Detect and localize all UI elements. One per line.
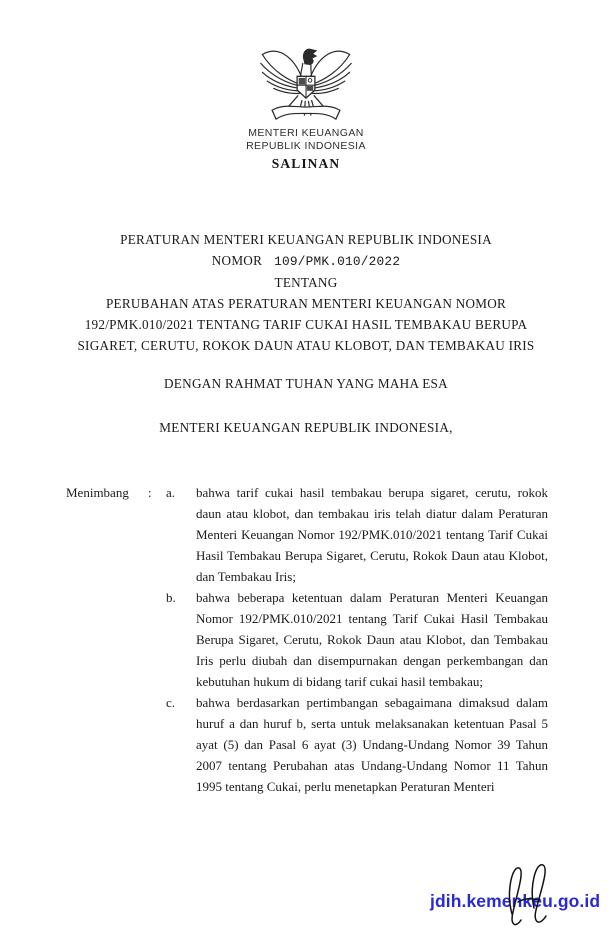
jdih-watermark-link[interactable]: jdih.kemenkeu.go.id xyxy=(430,891,601,911)
title-block xyxy=(0,229,612,356)
garuda-pancasila-emblem xyxy=(257,44,355,128)
considering-item xyxy=(66,482,548,587)
considering-item xyxy=(66,692,548,797)
regulation-number-line xyxy=(0,250,612,272)
item-marker: b. xyxy=(166,590,176,605)
tentang-label: TENTANG xyxy=(274,275,338,290)
handwritten-initials-icon xyxy=(498,858,556,932)
item-marker: c. xyxy=(166,695,176,710)
considering-label: Menimbang xyxy=(66,485,129,500)
copy-stamp: SALINAN xyxy=(271,156,341,171)
authority-line: MENTERI KEUANGAN REPUBLIK INDONESIA, xyxy=(159,420,453,435)
regulation-title: PERATURAN MENTERI KEUANGAN REPUBLIK INDONESIA xyxy=(120,232,492,247)
item-text: bahwa tarif cukai hasil tembakau berupa sigaret, cerutu, rokok daun atau klobot, dan tembakau iris telah diatur dalam Peraturan Menteri Keuangan Nomor 192/PMK.010/2021 tentang Tarif Cukai Hasil Tembakau Berupa Sigaret, Cerutu, Rokok Daun atau Klobot, dan Tembakau Iris; xyxy=(196,485,548,584)
ministry-country: REPUBLIK INDONESIA xyxy=(246,139,366,152)
subject-line-1: PERUBAHAN ATAS PERATURAN MENTERI KEUANGAN NOMOR xyxy=(105,296,507,311)
subject-line-2: 192/PMK.010/2021 TENTANG TARIF CUKAI HASIL TEMBAKAU BERUPA xyxy=(84,317,528,332)
invocation-line: DENGAN RAHMAT TUHAN YANG MAHA ESA xyxy=(163,376,449,391)
item-text: bahwa beberapa ketentuan dalam Peraturan Menteri Keuangan Nomor 192/PMK.010/2021 tentang Tarif Cukai Hasil Tembakau Berupa Sigaret, Cerutu, Rokok Daun atau Klobot, dan Tembakau Iris perlu diubah dan disempurnakan dengan perkembangan dan kebutuhan hukum di bidang tarif cukai hasil tembakau; xyxy=(196,590,548,689)
item-marker: a. xyxy=(166,485,176,500)
considering-item xyxy=(66,587,548,692)
nomor-value: 109/PMK.010/2022 xyxy=(274,254,401,269)
ministry-name: MENTERI KEUANGAN xyxy=(248,127,364,139)
item-text: bahwa berdasarkan pertimbangan sebagaimana dimaksud dalam huruf a dan huruf b, serta untuk melaksanakan ketentuan Pasal 5 ayat (5) dan Pasal 6 ayat (3) Undang-Undang Nomor 39 Tahun 2007 tentang Perubahan atas Undang-Undang Nomor 11 Tahun 1995 tentang Cukai, perlu menetapkan Peraturan Menteri xyxy=(196,695,548,794)
considering-colon: : xyxy=(148,485,152,500)
subject-line-3: SIGARET, CERUTU, ROKOK DAUN ATAU KLOBOT, DAN TEMBAKAU IRIS xyxy=(77,338,535,353)
nomor-label: NOMOR xyxy=(211,253,263,268)
considering-section xyxy=(66,482,548,797)
